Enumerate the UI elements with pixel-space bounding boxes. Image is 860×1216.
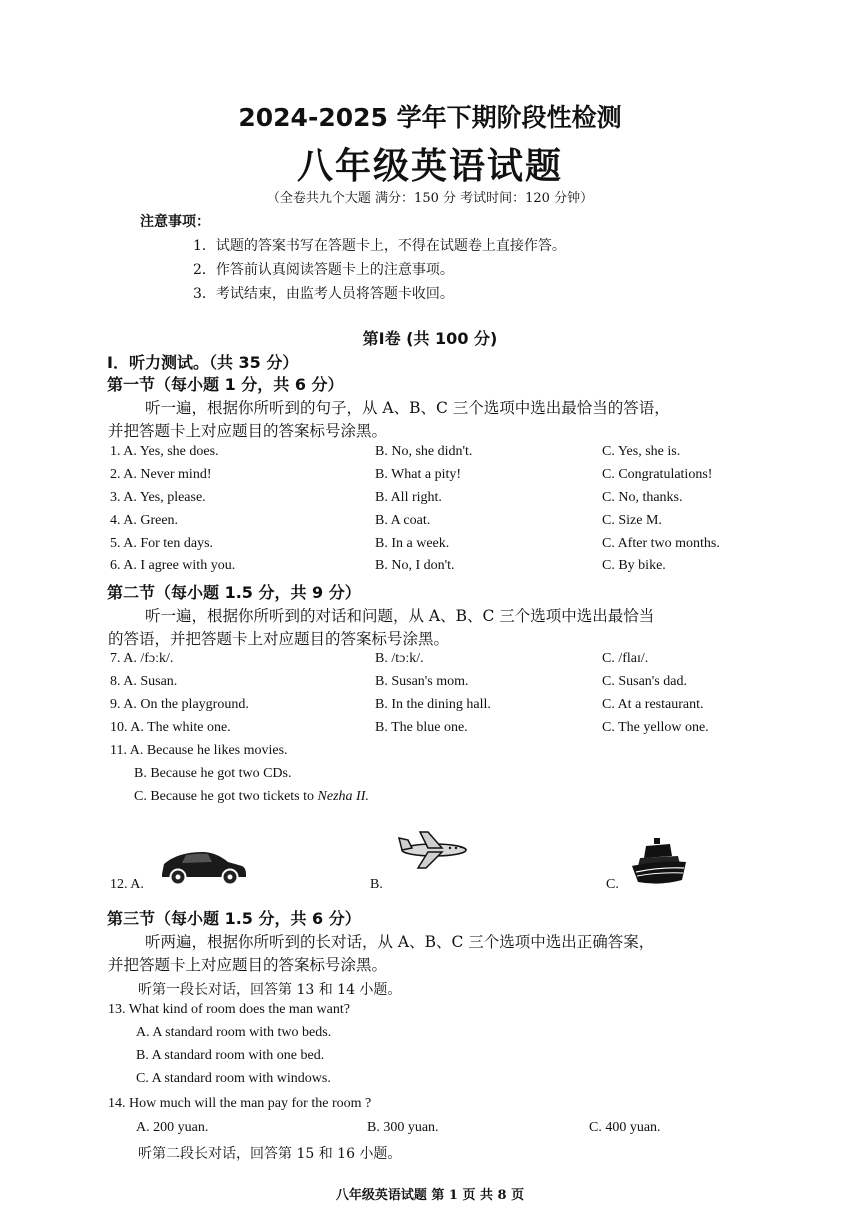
q13-option-c: C. A standard room with windows. <box>136 1071 331 1086</box>
section2-instruction-cont: 的答语，并把答题卡上对应题目的答案标号涂黑。 <box>108 630 450 648</box>
q3-option-a: 3. A. Yes, please. <box>110 490 206 505</box>
exam-title: 2024-2025 学年下期阶段性检测 <box>238 103 622 132</box>
q7-option-b: B. /tɔːk/. <box>375 651 424 666</box>
q1-option-b: B. No, she didn't. <box>375 444 473 459</box>
q14-stem: 14. How much will the man pay for the room ? <box>108 1096 372 1111</box>
section3-instruction-cont: 并把答题卡上对应题目的答案标号涂黑。 <box>108 956 388 974</box>
q9-option-c: C. At a restaurant. <box>602 697 704 712</box>
movie-title: Nezha II. <box>317 789 369 804</box>
exam-info: （全卷共九个大题 满分：150 分 考试时间：120 分钟） <box>266 191 594 206</box>
airplane-icon <box>398 828 474 872</box>
q2-option-a: 2. A. Never mind! <box>110 467 212 482</box>
q6-option-b: B. No, I don't. <box>375 558 455 573</box>
q3-option-b: B. All right. <box>375 490 442 505</box>
q1-option-a: 1. A. Yes, she does. <box>110 444 219 459</box>
q13-option-a: A. A standard room with two beds. <box>136 1025 332 1040</box>
note-item: 2．作答前认真阅读答题卡上的注意事项。 <box>193 262 454 278</box>
notes-heading: 注意事项： <box>140 214 210 230</box>
q10-option-c: C. The yellow one. <box>602 720 709 735</box>
q9-option-a: 9. A. On the playground. <box>110 697 249 712</box>
q5-option-b: B. In a week. <box>375 536 450 551</box>
section2-heading: 第二节（每小题 1.5 分，共 9 分） <box>107 583 361 602</box>
q11-option-b: B. Because he got two CDs. <box>134 766 292 781</box>
section1-heading: 第一节（每小题 1 分，共 6 分） <box>107 375 344 394</box>
q3-option-c: C. No, thanks. <box>602 490 683 505</box>
q14-option-b: B. 300 yuan. <box>367 1120 439 1135</box>
q2-option-b: B. What a pity! <box>375 467 462 482</box>
q6-option-c: C. By bike. <box>602 558 666 573</box>
ship-icon <box>630 836 688 888</box>
q4-option-b: B. A coat. <box>375 513 431 528</box>
q2-option-c: C. Congratulations! <box>602 467 713 482</box>
page-footer: 八年级英语试题 第 1 页 共 8 页 <box>335 1188 525 1203</box>
car-icon <box>158 846 248 886</box>
q10-option-a: 10. A. The white one. <box>110 720 231 735</box>
q5-option-c: C. After two months. <box>602 536 720 551</box>
q6-option-a: 6. A. I agree with you. <box>110 558 236 573</box>
q8-option-c: C. Susan's dad. <box>602 674 687 689</box>
q5-option-a: 5. A. For ten days. <box>110 536 214 551</box>
q12-option-c: C. <box>606 877 619 892</box>
section3-instruction: 听两遍，根据你所听到的长对话，从 A、B、C 三个选项中选出正确答案， <box>145 933 655 951</box>
q7-option-a: 7. A. /fɔːk/. <box>110 651 174 666</box>
q4-option-c: C. Size M. <box>602 513 662 528</box>
dialog2-note: 听第二段长对话，回答第 15 和 16 小题。 <box>138 1146 402 1162</box>
section2-instruction: 听一遍，根据你所听到的对话和问题，从 A、B、C 三个选项中选出最恰当 <box>145 607 655 625</box>
q11-option-a: 11. A. Because he likes movies. <box>110 743 288 758</box>
q9-option-b: B. In the dining hall. <box>375 697 491 712</box>
note-item: 1．试题的答案书写在答题卡上，不得在试题卷上直接作答。 <box>193 238 566 254</box>
q14-option-a: A. 200 yuan. <box>136 1120 209 1135</box>
q13-option-b: B. A standard room with one bed. <box>136 1048 325 1063</box>
q13-stem: 13. What kind of room does the man want? <box>108 1002 350 1017</box>
q8-option-b: B. Susan's mom. <box>375 674 469 689</box>
part-heading: 第Ⅰ卷 (共 100 分) <box>362 329 498 348</box>
q12-option-b: B. <box>370 877 383 892</box>
note-item: 3．考试结束，由监考人员将答题卡收回。 <box>193 286 454 302</box>
section1-instruction-cont: 并把答题卡上对应题目的答案标号涂黑。 <box>108 422 388 440</box>
q12-option-a: 12. A. <box>110 877 144 892</box>
section3-heading: 第三节（每小题 1.5 分，共 6 分） <box>107 909 361 928</box>
q11-option-c: C. Because he got two tickets to Nezha II. <box>134 789 369 804</box>
section1-instruction: 听一遍，根据你所听到的句子，从 A、B、C 三个选项中选出最恰当的答语， <box>145 399 670 417</box>
q10-option-b: B. The blue one. <box>375 720 468 735</box>
listening-heading: Ⅰ．听力测试。（共 35 分） <box>107 353 299 372</box>
exam-subject-title: 八年级英语试题 <box>296 146 563 187</box>
q7-option-c: C. /flaɪ/. <box>602 651 649 666</box>
q4-option-a: 4. A. Green. <box>110 513 179 528</box>
q8-option-a: 8. A. Susan. <box>110 674 178 689</box>
dialog1-note: 听第一段长对话，回答第 13 和 14 小题。 <box>138 982 402 998</box>
q14-option-c: C. 400 yuan. <box>589 1120 661 1135</box>
q1-option-c: C. Yes, she is. <box>602 444 681 459</box>
